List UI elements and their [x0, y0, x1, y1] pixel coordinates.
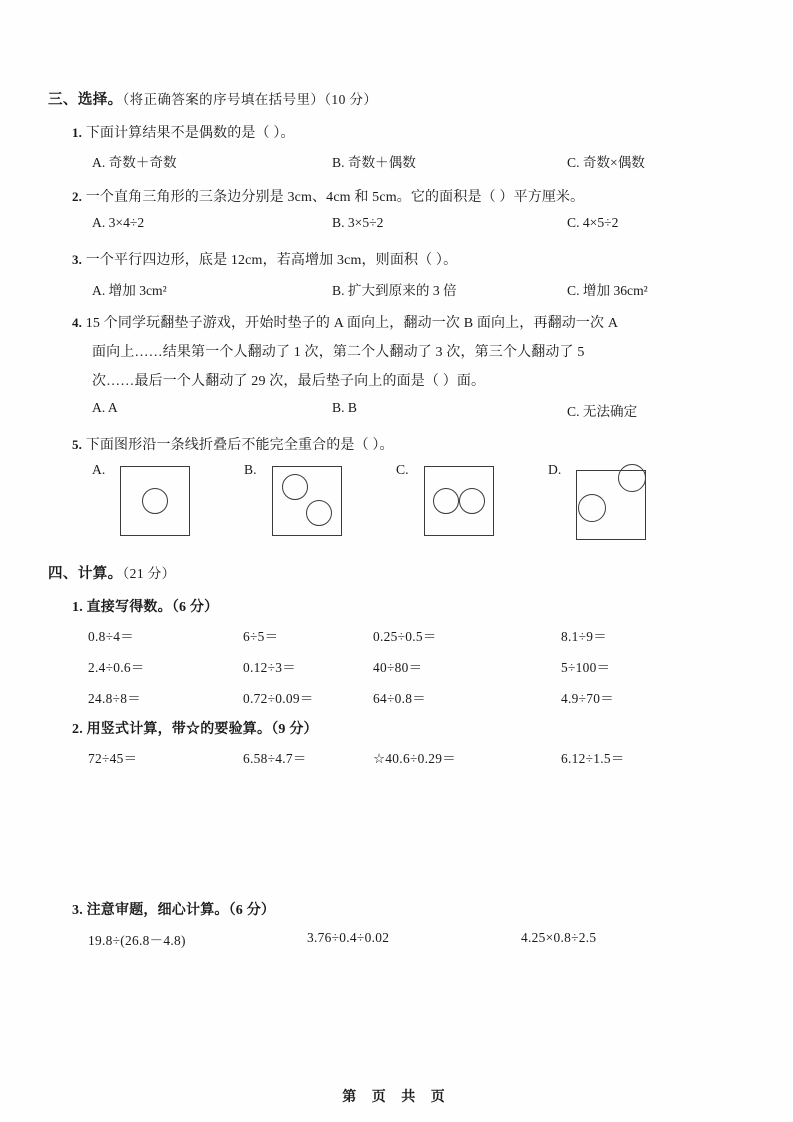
- question-2-option-b[interactable]: B. 3×5÷2: [332, 215, 384, 230]
- section-heading-four: [48, 562, 176, 583]
- figure-a-label: A.: [92, 462, 106, 477]
- question-2-option-a[interactable]: A. 3×4÷2: [92, 215, 145, 230]
- calc-1-r0-c0: 0.8÷4＝: [88, 629, 134, 644]
- calc-2-r0-c2: ☆40.6÷0.29＝: [373, 751, 456, 766]
- question-1-option-b[interactable]: B. 奇数＋偶数: [332, 155, 416, 170]
- figure-b-square: [272, 466, 342, 536]
- question-5-stem: 下面图形沿一条线折叠后不能完全重合的是（ ）。: [85, 438, 394, 453]
- question-3-option-b[interactable]: B. 扩大到原来的 3 倍: [332, 283, 457, 298]
- calc-2-points: （9 分）: [271, 722, 318, 737]
- section-three-number: 三、: [48, 92, 78, 108]
- calc-1-r1-c0: 2.4÷0.6＝: [88, 660, 145, 675]
- section-three-points: （10 分）: [324, 92, 378, 107]
- figure-b-circle-bottom-right: [306, 500, 332, 526]
- question-4-stem-line-1: 15 个同学玩翻垫子游戏，开始时垫子的 A 面向上，翻动一次 B 面向上，再翻动一次 A: [85, 316, 619, 331]
- section-four-number: 四、: [48, 566, 78, 582]
- question-1-stem: 下面计算结果不是偶数的是（ ）。: [85, 126, 295, 141]
- question-3-stem: 一个平行四边形，底是 12cm，若高增加 3cm，则面积（ ）。: [85, 253, 458, 268]
- section-heading-three: [48, 88, 377, 109]
- figure-b-label: B.: [244, 462, 257, 477]
- question-1-option-a[interactable]: A. 奇数＋奇数: [92, 155, 177, 170]
- figure-a-circle-center: [142, 488, 168, 514]
- calc-3-points: （6 分）: [228, 903, 276, 918]
- question-4-option-b[interactable]: B. B: [332, 400, 357, 415]
- calc-1-title: 直接写得数。: [86, 600, 172, 615]
- figure-d-circle-left-edge: [578, 494, 606, 522]
- question-4-number: 4.: [72, 315, 83, 330]
- figure-d-circle-top-right: [618, 464, 646, 492]
- calc-2-title: 用竖式计算，带☆的要验算。: [86, 722, 272, 737]
- choice-question-3: [72, 249, 457, 269]
- calc-2-r0-c3: 6.12÷1.5＝: [561, 751, 625, 766]
- calc-2-r0-c1: 6.58÷4.7＝: [243, 751, 307, 766]
- calc-1-r0-c2: 0.25÷0.5＝: [373, 629, 437, 644]
- calc-1-number: 1.: [72, 600, 83, 615]
- question-5-number: 5.: [72, 437, 83, 452]
- question-1-option-c[interactable]: C. 奇数×偶数: [567, 155, 645, 170]
- figure-c-label: C.: [396, 462, 409, 477]
- question-2-option-c[interactable]: C. 4×5÷2: [567, 215, 619, 230]
- calc-1-r0-c3: 8.1÷9＝: [561, 629, 607, 644]
- calc-1-r1-c1: 0.12÷3＝: [243, 660, 296, 675]
- calc-subsection-1-heading: [72, 596, 218, 616]
- calc-3-number: 3.: [72, 903, 83, 918]
- choice-question-5: [72, 434, 394, 454]
- section-three-title: 选择。: [77, 92, 123, 108]
- page-footer: 第 页 共 页: [342, 1090, 451, 1105]
- figure-c-circle-left: [433, 488, 459, 514]
- calc-1-r2-c0: 24.8÷8＝: [88, 691, 141, 706]
- question-3-option-a[interactable]: A. 增加 3cm²: [92, 283, 167, 298]
- calc-1-points: （6 分）: [171, 600, 219, 615]
- calc-1-r2-c1: 0.72÷0.09＝: [243, 691, 314, 706]
- question-1-number: 1.: [72, 125, 83, 140]
- section-three-instruction: （将正确答案的序号填在括号里）: [122, 92, 325, 107]
- calc-1-r2-c3: 4.9÷70＝: [561, 691, 614, 706]
- calc-subsection-3-heading: [72, 899, 275, 919]
- figure-d-label: D.: [548, 462, 562, 477]
- question-2-number: 2.: [72, 189, 83, 204]
- question-4-option-c[interactable]: C. 无法确定: [567, 404, 638, 419]
- question-4-stem-line-3: 次……最后一个人翻动了 29 次，最后垫子向上的面是（ ）面。: [92, 374, 486, 389]
- calc-2-number: 2.: [72, 722, 83, 737]
- calc-3-r0-c2: 4.25×0.8÷2.5: [521, 930, 597, 945]
- calc-subsection-2-heading: [72, 718, 318, 738]
- question-2-stem: 一个直角三角形的三条边分别是 3cm、4cm 和 5cm。它的面积是（ ）平方厘米。: [85, 190, 585, 205]
- calc-1-r1-c2: 40÷80＝: [373, 660, 423, 675]
- calc-1-r0-c1: 6÷5＝: [243, 629, 279, 644]
- question-3-number: 3.: [72, 252, 83, 267]
- calc-3-title: 注意审题，细心计算。: [86, 903, 229, 918]
- calc-2-r0-c0: 72÷45＝: [88, 751, 138, 766]
- figure-b-circle-top-left: [282, 474, 308, 500]
- calc-3-r0-c0: 19.8÷(26.8－4.8): [88, 933, 186, 948]
- question-3-option-c[interactable]: C. 增加 36cm²: [567, 283, 648, 298]
- calc-3-r0-c1: 3.76÷0.4÷0.02: [307, 930, 390, 945]
- question-4-option-a[interactable]: A. A: [92, 400, 118, 415]
- section-four-points: （21 分）: [122, 566, 176, 581]
- choice-question-4: [72, 312, 618, 332]
- calc-1-r2-c2: 64÷0.8＝: [373, 691, 426, 706]
- choice-question-2: [72, 186, 584, 206]
- section-four-title: 计算。: [77, 566, 123, 582]
- question-4-stem-line-2: 面向上……结果第一个人翻动了 1 次，第二个人翻动了 3 次，第三个人翻动了 5: [92, 345, 585, 360]
- choice-question-1: [72, 122, 295, 142]
- figure-c-circle-right: [459, 488, 485, 514]
- calc-1-r1-c3: 5÷100＝: [561, 660, 611, 675]
